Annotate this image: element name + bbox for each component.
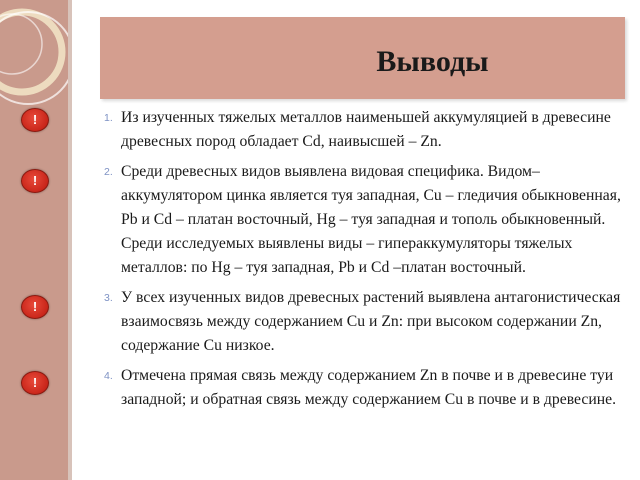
list-item-number: 2. [104, 166, 113, 178]
list-item-text: Из изученных тяжелых металлов наименьшей аккумуляцией в древесине древесных пород обладает Cd, наивысшей – Zn. [121, 109, 611, 150]
conclusions-list [100, 106, 624, 418]
list-item-number: 3. [104, 292, 113, 304]
side-panel [0, 0, 68, 480]
exclamation-badge-icon: ! [21, 371, 49, 395]
exclamation-badge-icon: ! [21, 295, 49, 319]
list-item-text: Среди древесных видов выявлена видовая специфика. Видом–аккумулятором цинка является туя западная, Cu – гледичия обыкновенная, Pb и Cd – платан восточный, Hg – туя западная и тополь обыкновенный. Среди исследуемых выявлены виды – гипераккумуляторы тяжелых металлов: по Hg – туя западная, Pb и Cd –платан восточный. [121, 163, 621, 276]
list-item [100, 106, 624, 154]
title-bar [100, 17, 625, 99]
list-item [100, 364, 624, 412]
side-divider [68, 0, 72, 480]
list-item-number: 1. [104, 112, 113, 124]
list-item-number: 4. [104, 370, 113, 382]
decorative-rings [0, 0, 68, 120]
list-item [100, 160, 624, 280]
slide-title: Выводы [376, 45, 489, 78]
exclamation-badge-icon: ! [21, 108, 49, 132]
list-item [100, 286, 624, 358]
list-item-text: У всех изученных видов древесных растений выявлена антагонистическая взаимосвязь между содержанием Cu и Zn: при высоком содержании Zn, содержание Cu низкое. [121, 289, 621, 354]
list-item-text: Отмечена прямая связь между содержанием Zn в почве и в древесине туи западной; и обратная связь между содержанием Cu в почве и в древесине. [121, 367, 616, 408]
exclamation-badge-icon: ! [21, 169, 49, 193]
